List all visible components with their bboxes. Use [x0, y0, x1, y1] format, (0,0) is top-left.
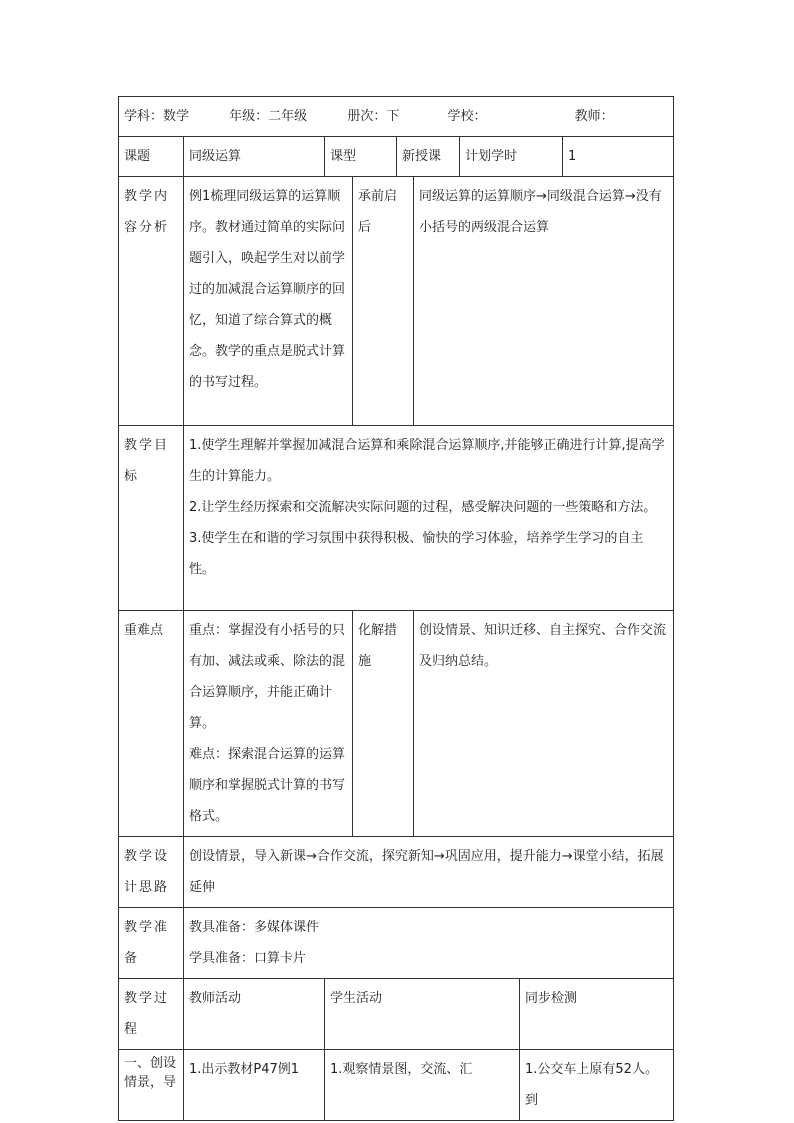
hard-point: 难点：探索混合运算的运算顺序和掌握脱式计算的书写格式。 [189, 747, 346, 824]
link-content: 同级运算的运算顺序→同级混合运算→没有小括号的两级混合运算 [414, 177, 674, 426]
step1-row [119, 1050, 674, 1121]
design-row [119, 837, 674, 908]
step1-check: 1.公交车上原有52人。到 [520, 1050, 674, 1121]
analysis-row [119, 177, 674, 426]
teacher-prep: 教具准备：多媒体课件 [189, 920, 320, 935]
goals-row [119, 426, 674, 611]
goal-item: 1.使学生理解并掌握加减混合运算和乘除混合运算顺序,并能够正确进行计算,提高学生的计算能力。 [189, 438, 665, 484]
col-student-activity: 学生活动 [325, 979, 520, 1050]
step1-student: 1.观察情景图，交流、汇 [325, 1050, 520, 1121]
measure-content: 创设情景、知识迁移、自主探究、合作交流及归纳总结。 [414, 611, 674, 837]
prep-label: 教学准备 [119, 908, 184, 979]
analysis-content: 例1梳理同级运算的运算顺序。教材通过简单的实际问题引入，唤起学生对以前学过的加减混合运算顺序的回忆，知道了综合算式的概念。教学的重点是脱式计算的书写过程。 [184, 177, 353, 426]
hours-value: 1 [563, 137, 674, 177]
col-sync-check: 同步检测 [520, 979, 674, 1050]
difficulty-row [119, 611, 674, 837]
goal-item: 2.让学生经历探索和交流解决实际问题的过程，感受解决问题的一些策略和方法。 [189, 500, 657, 515]
goals-content [184, 426, 674, 611]
design-content: 创设情景，导入新课→合作交流，探究新知→巩固应用，提升能力→课堂小结，拓展延伸 [184, 837, 674, 908]
step1-label: 一、创设情景，导 [119, 1050, 184, 1121]
lesson-plan-table [118, 96, 674, 1121]
design-label: 教学设计思路 [119, 837, 184, 908]
type-label: 课型 [325, 137, 397, 177]
grade-field: 年级：二年级 [229, 109, 308, 124]
difficulty-content [184, 611, 353, 837]
difficulty-label: 重难点 [119, 611, 184, 837]
topic-value: 同级运算 [184, 137, 325, 177]
goal-item: 3.使学生在和谐的学习氛围中获得积极、愉快的学习体验，培养学生学习的自主性。 [189, 531, 644, 577]
step1-teacher: 1.出示教材P47例1 [184, 1050, 325, 1121]
key-point: 重点：掌握没有小括号的只有加、减法或乘、除法的混合运算顺序，并能正确计算。 [189, 623, 346, 731]
teacher-field: 教师： [574, 109, 614, 124]
volume-field: 册次：下 [347, 109, 400, 124]
topic-label: 课题 [119, 137, 184, 177]
type-value: 新授课 [397, 137, 460, 177]
prep-content [184, 908, 674, 979]
analysis-label: 教学内容分析 [119, 177, 184, 426]
prep-row [119, 908, 674, 979]
header-row [119, 97, 674, 137]
school-field: 学校： [447, 109, 487, 124]
process-label: 教学过程 [119, 979, 184, 1050]
topic-row [119, 137, 674, 177]
student-prep: 学具准备：口算卡片 [189, 951, 307, 966]
subject-field: 学科：数学 [124, 109, 190, 124]
process-header-row [119, 979, 674, 1050]
hours-label: 计划学时 [460, 137, 563, 177]
goals-label: 教学目标 [119, 426, 184, 611]
col-teacher-activity: 教师活动 [184, 979, 325, 1050]
link-label: 承前启后 [353, 177, 414, 426]
measure-label: 化解措施 [353, 611, 414, 837]
